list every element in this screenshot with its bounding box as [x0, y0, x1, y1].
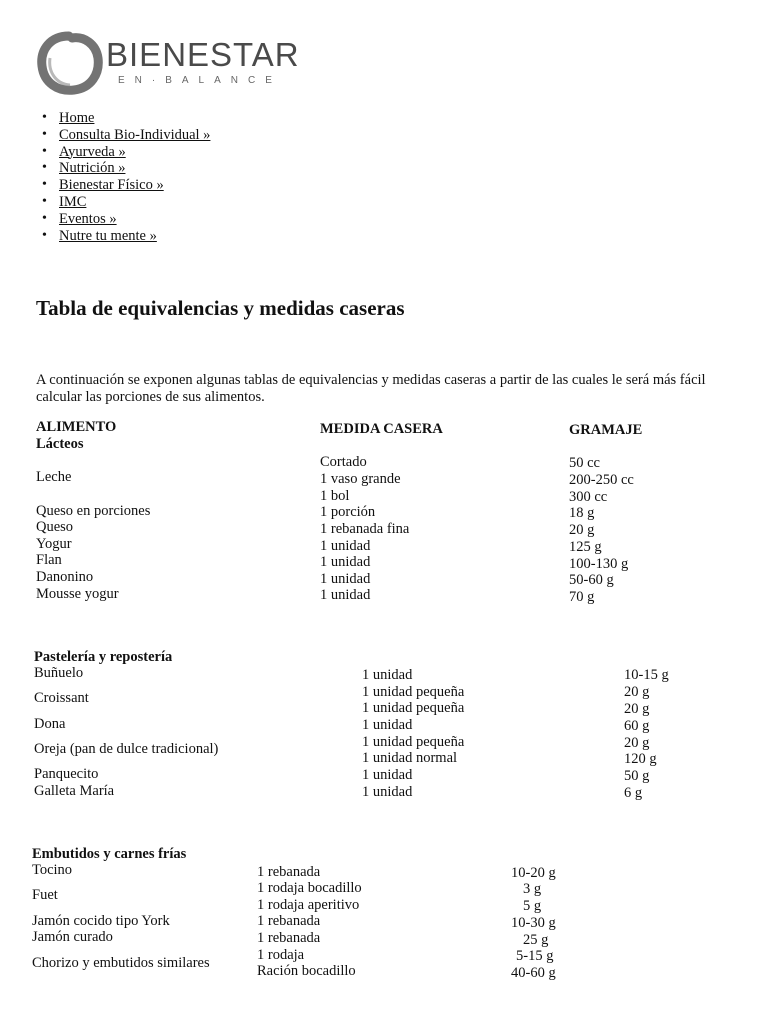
- gram-item: 3 g: [523, 881, 542, 897]
- gram-item: 18 g: [569, 505, 595, 521]
- intro-paragraph: A continuación se exponen algunas tablas de equivalencias y medidas caseras a partir de las cuales le será más fácil calcular las porciones de sus alimentos.: [36, 372, 706, 405]
- section-title-lacteos: Lácteos: [36, 436, 84, 452]
- measure-item: 1 unidad: [320, 554, 371, 570]
- food-item: Leche: [36, 469, 72, 485]
- main-navigation: [42, 110, 210, 244]
- food-item: Mousse yogur: [36, 586, 119, 602]
- site-logo[interactable]: [36, 28, 316, 98]
- nav-link-imc[interactable]: IMC: [59, 193, 87, 210]
- food-item: Queso: [36, 519, 74, 535]
- gram-item: 70 g: [569, 589, 595, 605]
- measure-item: 1 unidad: [362, 717, 413, 733]
- measure-item: 1 unidad normal: [362, 750, 458, 766]
- food-item: Yogur: [36, 536, 72, 552]
- gram-item: 10-15 g: [624, 667, 669, 683]
- food-item: Jamón cocido tipo York: [32, 913, 170, 929]
- measure-item: 1 unidad: [362, 784, 413, 800]
- nav-item-nutricion: [42, 160, 210, 177]
- gram-item: 300 cc: [569, 489, 608, 505]
- nav-item-home: [42, 110, 210, 127]
- measure-item: 1 rebanada fina: [320, 521, 410, 537]
- measure-item: 1 rebanada: [257, 864, 321, 880]
- gram-item: 6 g: [624, 785, 643, 801]
- measure-item: 1 unidad: [320, 538, 371, 554]
- measure-item: 1 rodaja: [257, 947, 305, 963]
- measure-item: 1 unidad pequeña: [362, 734, 465, 750]
- nav-link-home[interactable]: Home: [59, 110, 95, 126]
- measure-item: 1 porción: [320, 504, 376, 520]
- measure-item: Ración bocadillo: [257, 963, 356, 979]
- nav-item-imc: [42, 194, 210, 211]
- measure-item: 1 rebanada: [257, 930, 321, 946]
- gram-item: 50 cc: [569, 455, 600, 471]
- food-item: Panquecito: [34, 766, 99, 782]
- measure-item: 1 unidad: [362, 767, 413, 783]
- header-gramaje: GRAMAJE: [569, 422, 643, 438]
- gram-item: 10-30 g: [511, 915, 556, 931]
- gram-item: 120 g: [624, 751, 657, 767]
- enso-circle-icon: [36, 28, 106, 98]
- food-item: Fuet: [32, 887, 58, 903]
- gram-item: 200-250 cc: [569, 472, 634, 488]
- gram-item: 20 g: [569, 522, 595, 538]
- measure-item: 1 unidad: [320, 587, 371, 603]
- gram-item: 25 g: [523, 932, 549, 948]
- header-alimento: ALIMENTO: [36, 419, 117, 435]
- measure-item: 1 rodaja bocadillo: [257, 880, 362, 896]
- food-item: Flan: [36, 552, 62, 568]
- measure-item: 1 rebanada: [257, 913, 321, 929]
- food-item: Croissant: [34, 690, 89, 706]
- food-item: Queso en porciones: [36, 503, 151, 519]
- gram-item: 10-20 g: [511, 865, 556, 881]
- nav-item-nutre-tu-mente: [42, 228, 210, 245]
- nav-link-consulta[interactable]: Consulta Bio-Individual »: [59, 126, 211, 143]
- measure-item: 1 unidad pequeña: [362, 684, 465, 700]
- nav-link-ayurveda[interactable]: Ayurveda »: [59, 143, 126, 160]
- gram-item: 5-15 g: [516, 948, 554, 964]
- gram-item: 20 g: [624, 735, 650, 751]
- section-title-embutidos: Embutidos y carnes frías: [32, 846, 187, 862]
- nav-item-ayurveda: [42, 144, 210, 161]
- nav-link-nutricion[interactable]: Nutrición »: [59, 160, 126, 177]
- nav-item-eventos: [42, 211, 210, 228]
- logo-subtitle: EN·BALANCE: [118, 75, 282, 86]
- measure-item: 1 unidad: [320, 571, 371, 587]
- measure-item: 1 bol: [320, 488, 350, 504]
- food-item: Galleta María: [34, 783, 115, 799]
- header-medida-casera: MEDIDA CASERA: [320, 421, 443, 437]
- gram-item: 50 g: [624, 768, 650, 784]
- section-title-pasteleria: Pastelería y repostería: [34, 649, 173, 665]
- nav-link-eventos[interactable]: Eventos »: [59, 210, 117, 227]
- gram-item: 100-130 g: [569, 556, 629, 572]
- measure-item: 1 rodaja aperitivo: [257, 897, 360, 913]
- nav-item-consulta: [42, 127, 210, 144]
- gram-item: 40-60 g: [511, 965, 556, 981]
- food-item: Chorizo y embutidos similares: [32, 955, 210, 971]
- nav-item-bienestar-fisico: [42, 177, 210, 194]
- gram-item: 125 g: [569, 539, 602, 555]
- nav-link-bienestar-fisico[interactable]: Bienestar Físico »: [59, 177, 164, 194]
- food-item: Dona: [34, 716, 66, 732]
- measure-item: 1 vaso grande: [320, 471, 401, 487]
- food-item: Tocino: [32, 862, 73, 878]
- measure-item: 1 unidad pequeña: [362, 700, 465, 716]
- measure-item: 1 unidad: [362, 667, 413, 683]
- gram-item: 60 g: [624, 718, 650, 734]
- gram-item: 50-60 g: [569, 572, 614, 588]
- gram-item: 5 g: [523, 898, 542, 914]
- logo-title: BIENESTAR: [106, 36, 300, 73]
- gram-item: 20 g: [624, 701, 650, 717]
- food-item: Danonino: [36, 569, 94, 585]
- nav-link-nutre-tu-mente[interactable]: Nutre tu mente »: [59, 227, 157, 244]
- measure-item: Cortado: [320, 454, 367, 470]
- food-item: Jamón curado: [32, 929, 113, 945]
- page-title: Tabla de equivalencias y medidas caseras: [36, 296, 405, 320]
- gram-item: 20 g: [624, 684, 650, 700]
- food-item: Buñuelo: [34, 665, 84, 681]
- food-item: Oreja (pan de dulce tradicional): [34, 741, 219, 757]
